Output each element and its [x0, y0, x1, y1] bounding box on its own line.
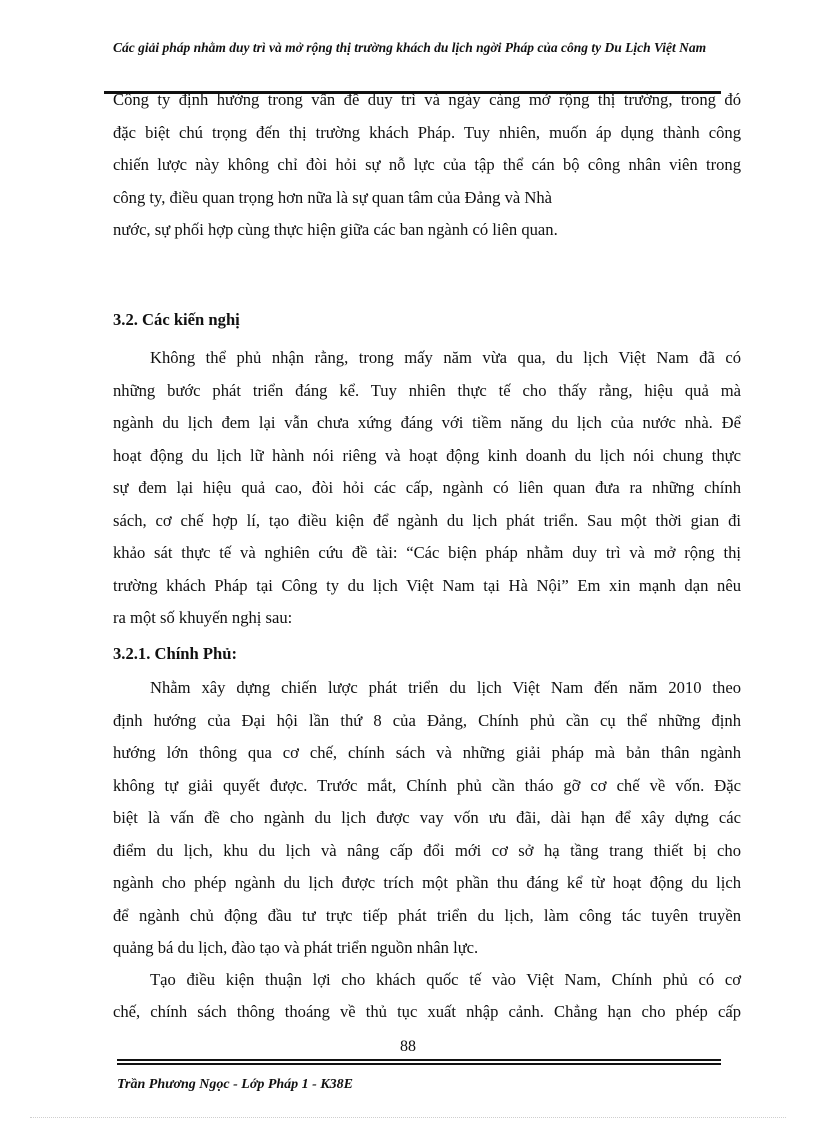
- section-line-5: sự đem lại hiệu quả cao, đòi hỏi các cấp, ngành có liên quan đưa ra những chính: [113, 478, 741, 497]
- intro-line-1: Công ty định hướng trong vấn đề duy trì và ngày càng mở rộng thị trường, trong đó: [113, 90, 741, 109]
- subsection-line-8: để ngành chủ động đầu tư trực tiếp phát triển du lịch, làm công tác tuyên truyền: [113, 906, 741, 925]
- intro-line-2: đặc biệt chú trọng đến thị trường khách Pháp. Tuy nhiên, muốn áp dụng thành công: [113, 123, 741, 142]
- section-line-4: hoạt động du lịch lữ hành nói riêng và hoạt động kinh doanh du lịch nói chung thực: [113, 446, 741, 465]
- footer-author: Trần Phương Ngọc - Lớp Pháp 1 - K38E: [117, 1077, 354, 1092]
- page-edge-dotted-line: [30, 1117, 786, 1118]
- running-header: Các giải pháp nhằm duy trì và mở rộng thị trường khách du lịch ngời Pháp của công ty Du Lịch Việt Nam: [113, 40, 707, 55]
- intro-line-5: nước, sự phối hợp cùng thực hiện giữa các ban ngành có liên quan.: [113, 220, 558, 239]
- final-line-2: chế, chính sách thông thoáng về thủ tục xuất nhập cảnh. Chẳng hạn cho phép cấp: [113, 1002, 741, 1021]
- subsection-line-6: điểm du lịch, khu du lịch và nâng cấp đổi mới cơ sở hạ tầng trang thiết bị cho: [113, 841, 741, 860]
- intro-line-4: công ty, điều quan trọng hơn nữa là sự quan tâm của Đảng và Nhà: [113, 188, 553, 207]
- subsection-line-4: không tự giải quyết được. Trước mắt, Chính phủ cần tháo gỡ cơ chế về vốn. Đặc: [113, 776, 741, 795]
- section-line-3: ngành du lịch đem lại vẫn chưa xứng đáng với tiềm năng du lịch của nước nhà. Để: [113, 413, 741, 432]
- section-line-2: những bước phát triển đáng kể. Tuy nhiên thực tế cho thấy rằng, hiệu quả mà: [113, 381, 741, 400]
- section-line-7: khảo sát thực tế và nghiên cứu đề tài: “Các biện pháp nhằm duy trì và mở rộng thị: [113, 543, 741, 562]
- intro-line-3: chiến lược này không chỉ đòi hỏi sự nỗ lực của tập thể cán bộ công nhân viên trong: [113, 155, 741, 174]
- page-number: 88: [400, 1038, 416, 1055]
- subsection-line-2: định hướng của Đại hội lần thứ 8 của Đảng, Chính phủ cần cụ thể những định: [113, 711, 741, 730]
- footer-rule-bottom: [117, 1063, 721, 1065]
- subsection-line-1: Nhằm xây dựng chiến lược phát triển du lịch Việt Nam đến năm 2010 theo: [150, 678, 741, 697]
- section-line-6: sách, cơ chế hợp lí, tạo điều kiện để ngành du lịch phát triển. Sau một thời gian đi: [113, 511, 741, 530]
- footer-rule-top: [117, 1059, 721, 1061]
- section-heading: 3.2. Các kiến nghị: [113, 310, 240, 329]
- subsection-line-5: biệt là vấn đề cho ngành du lịch được vay vốn ưu đãi, dài hạn để xây dựng các: [113, 808, 741, 827]
- subsection-line-3: hướng lớn thông qua cơ chế, chính sách và những giải pháp mà bản thân ngành: [113, 743, 741, 762]
- subsection-line-7: ngành cho phép ngành du lịch được trích một phần thu đáng kể từ hoạt động du lịch: [113, 873, 741, 892]
- subsection-heading: 3.2.1. Chính Phủ:: [113, 644, 238, 663]
- section-line-1: Không thể phủ nhận rằng, trong mấy năm vừa qua, du lịch Việt Nam đã có: [150, 348, 741, 367]
- subsection-line-9: quảng bá du lịch, đào tạo và phát triển nguồn nhân lực.: [113, 938, 479, 957]
- section-line-8: trường khách Pháp tại Công ty du lịch Việt Nam tại Hà Nội” Em xin mạnh dạn nêu: [113, 576, 741, 595]
- section-line-9: ra một số khuyến nghị sau:: [113, 608, 293, 627]
- final-line-1: Tạo điều kiện thuận lợi cho khách quốc tế vào Việt Nam, Chính phủ có cơ: [150, 970, 741, 989]
